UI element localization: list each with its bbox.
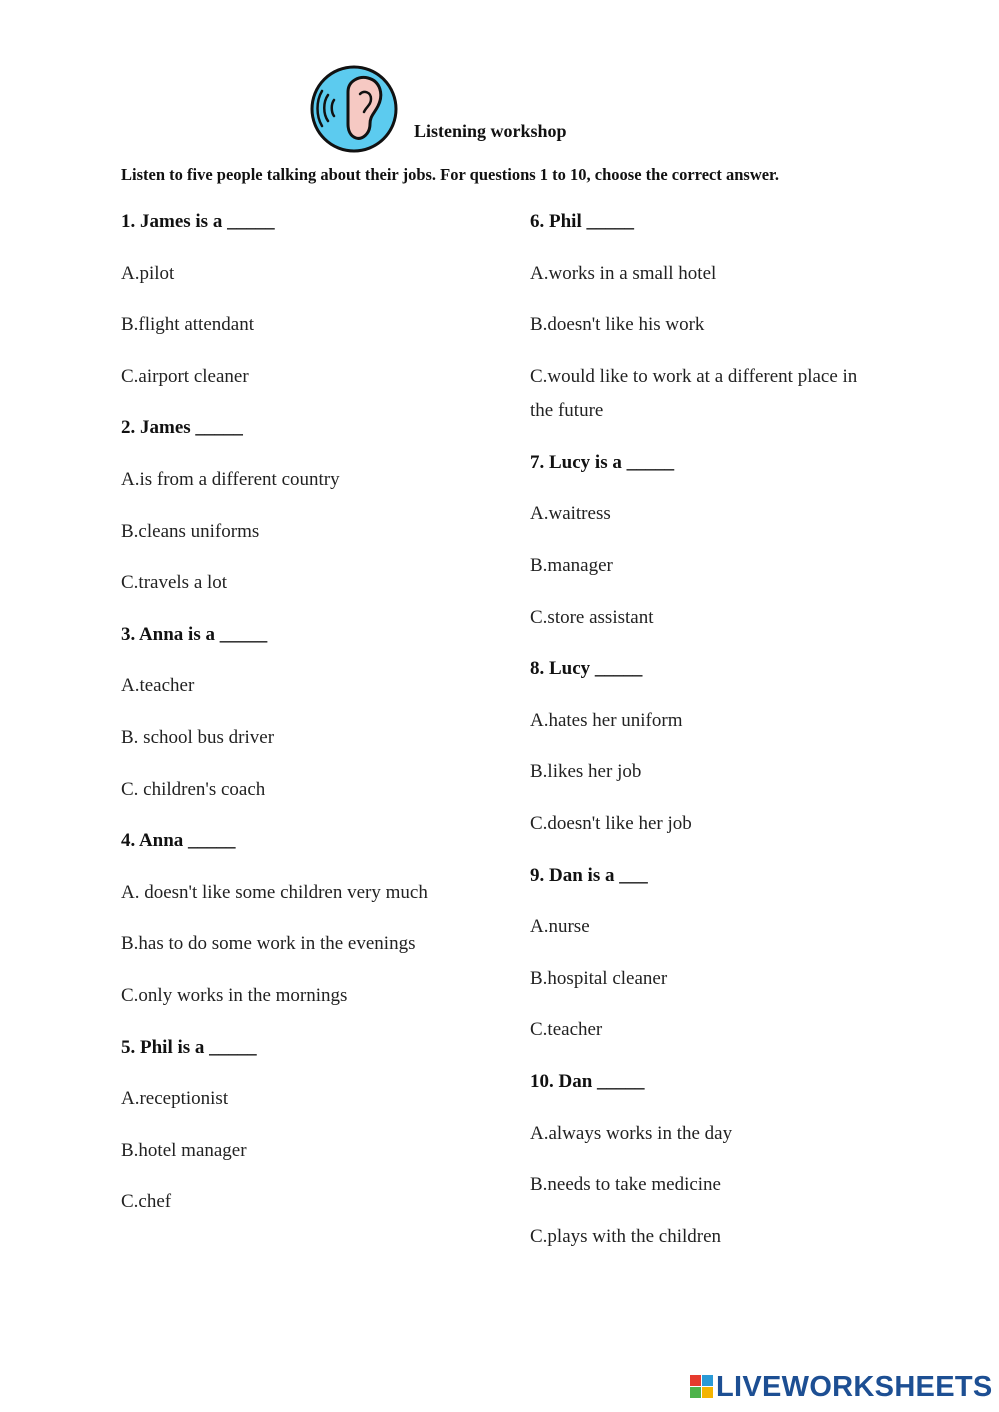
ear-listening-icon — [308, 64, 400, 154]
right-question-column — [530, 205, 890, 1271]
answer-option[interactable]: C.travels a lot — [121, 572, 228, 594]
question-text: 1. James is a _____ — [121, 211, 275, 232]
question-text: 7. Lucy is a _____ — [530, 451, 675, 473]
question-text: 8. Lucy _____ — [530, 658, 643, 680]
answer-option[interactable]: B. school bus driver — [121, 726, 275, 748]
question-text: 9. Dan is a ___ — [530, 864, 648, 886]
answer-option[interactable]: A.hates her uniform — [530, 709, 683, 731]
answer-option[interactable]: C.doesn't like her job — [530, 812, 692, 834]
question-text: 2. James _____ — [121, 417, 243, 439]
answer-option[interactable]: A.nurse — [530, 916, 590, 938]
answer-option[interactable]: C.store assistant — [530, 606, 654, 628]
liveworksheets-logo — [690, 1372, 993, 1402]
answer-option[interactable]: C.only works in the mornings — [121, 984, 348, 1006]
question-text: 6. Phil _____ — [530, 211, 634, 232]
answer-option[interactable]: B.has to do some work in the evenings — [121, 933, 416, 955]
question-text: 5. Phil is a _____ — [121, 1036, 257, 1058]
question-text: 4. Anna _____ — [121, 830, 236, 852]
answer-option[interactable]: C.airport cleaner — [121, 365, 249, 387]
answer-option[interactable]: C.chef — [121, 1191, 172, 1213]
instructions: Listen to five people talking about their jobs. For questions 1 to 10, choose the correct answer. — [121, 165, 779, 184]
answer-option[interactable]: B.flight attendant — [121, 314, 254, 336]
left-question-column — [121, 205, 501, 1237]
answer-option[interactable]: C. children's coach — [121, 778, 266, 800]
answer-option[interactable]: A. doesn't like some children very much — [121, 881, 428, 903]
answer-option[interactable]: A.pilot — [121, 262, 175, 284]
answer-option[interactable]: B.likes her job — [530, 761, 642, 783]
answer-option[interactable]: A.teacher — [121, 675, 195, 697]
answer-option[interactable]: C.plays with the children — [530, 1225, 722, 1247]
answer-option[interactable]: B.cleans uniforms — [121, 520, 260, 542]
worksheet-title: Listening workshop — [414, 121, 567, 141]
answer-option[interactable]: C.would like to work at a different place in — [530, 365, 858, 387]
answer-option[interactable]: A.always works in the day — [530, 1122, 733, 1144]
answer-option[interactable]: the future — [530, 400, 604, 422]
answer-option[interactable]: B.needs to take medicine — [530, 1174, 721, 1196]
answer-option[interactable]: B.doesn't like his work — [530, 314, 705, 336]
answer-option[interactable]: B.hospital cleaner — [530, 967, 668, 989]
answer-option[interactable]: B.manager — [530, 554, 613, 576]
logo-text: LIVEWORKSHEETS — [716, 1370, 993, 1403]
answer-option[interactable]: A.works in a small hotel — [530, 262, 717, 284]
answer-option[interactable]: A.waitress — [530, 503, 611, 525]
liveworksheets-mark-icon — [690, 1374, 714, 1400]
answer-option[interactable]: B.hotel manager — [121, 1139, 247, 1161]
answer-option[interactable]: A.receptionist — [121, 1088, 229, 1110]
answer-option[interactable]: C.teacher — [530, 1019, 603, 1041]
question-text: 10. Dan _____ — [530, 1070, 645, 1092]
question-text: 3. Anna is a _____ — [121, 623, 268, 645]
answer-option[interactable]: A.is from a different country — [121, 468, 340, 490]
